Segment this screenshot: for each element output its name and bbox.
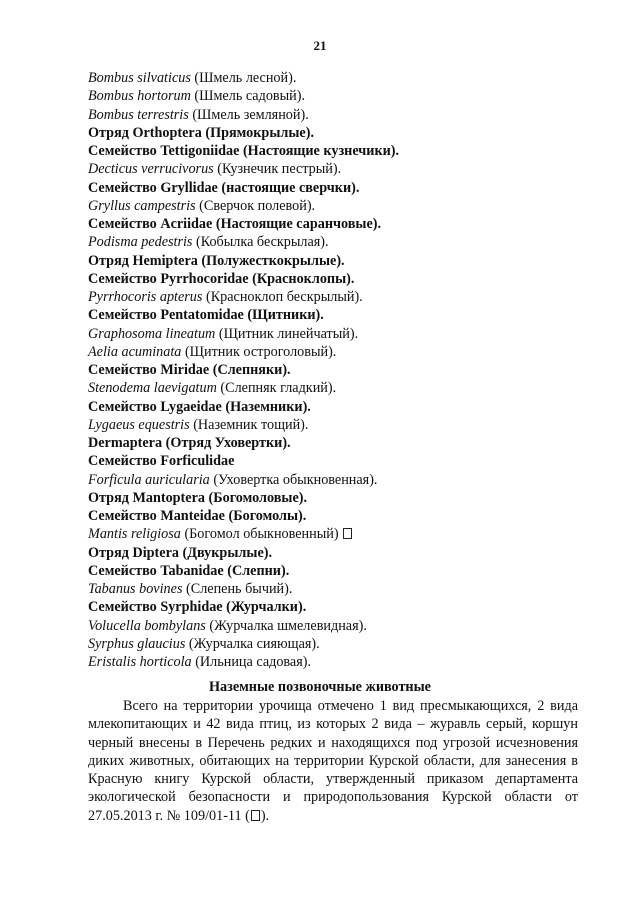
line-text: Семейство Acriidae (Настоящие саранчовые). (88, 216, 382, 232)
species-line (88, 233, 588, 251)
latin-name: Volucella bombylans (88, 617, 206, 634)
line-text: (Кузнечик пестрый). (213, 161, 342, 178)
line-text: (Кобылка бескрылая). (192, 234, 329, 251)
latin-name: Mantis religiosa (88, 526, 181, 543)
line-text: Отряд Diptera (Двукрылые). (88, 544, 273, 561)
latin-name: Lygaeus equestris (88, 416, 190, 433)
line-text: Отряд Orthoptera (Прямокрылые). (88, 124, 315, 141)
paragraph-text-end: ). (260, 807, 270, 824)
species-line (88, 617, 588, 635)
latin-name: Tabanus bovines (88, 581, 183, 597)
checkbox-symbol-icon (251, 810, 260, 821)
species-line (88, 69, 588, 87)
species-line (88, 288, 588, 306)
species-line (88, 197, 588, 215)
line-text: (Сверчок полевой). (195, 197, 316, 214)
taxon-heading-line (88, 252, 588, 270)
taxon-heading-line (88, 598, 588, 616)
paragraph-text: Всего на территории урочища отмечено 1 вид пресмыкающихся, 2 вида млекопитающих и 42 вида птиц, из которых 2 вида – журавль серый, коршун черный внесены в Перечень редких и находящихся под угрозой исчезновения диких животных, обитающих на территории Курской области, для занесения в Красную книгу Курской области, утвержденный приказом департамента экологической безопасности и природопользования Курской области от 27.05.2013 г. № 109/01-11 ( (88, 698, 578, 824)
line-text: (Щитник остроголовый). (181, 343, 337, 360)
species-line (88, 106, 588, 124)
latin-name: Forficula auricularia (88, 471, 210, 488)
species-line (88, 635, 588, 653)
line-text: Отряд Hemiptera (Полужесткокрылые). (88, 252, 345, 269)
latin-name: Bombus terrestris (88, 106, 189, 123)
line-text: (Щитник линейчатый). (215, 325, 359, 342)
latin-name: Pyrrhocoris apterus (88, 289, 203, 305)
section-heading: Наземные позвоночные животные (209, 679, 431, 695)
latin-name: Bombus silvaticus (88, 70, 191, 86)
species-line (88, 471, 588, 489)
species-line (88, 580, 588, 598)
line-text: Семейство Pyrrhocoridae (Красноклопы). (88, 270, 355, 287)
latin-name: Syrphus glaucius (88, 635, 186, 652)
latin-name: Gryllus campestris (88, 197, 196, 214)
species-line (88, 87, 588, 105)
taxon-heading-line (88, 361, 588, 379)
line-text: (Красноклоп бескрылый). (202, 289, 363, 305)
taxon-heading-line (88, 452, 588, 470)
latin-name: Stenodema laevigatum (88, 380, 217, 397)
line-text: Семейство Syrphidae (Журчалки). (88, 599, 307, 616)
species-line (88, 343, 588, 361)
line-text: (Шмель садовый). (190, 88, 306, 105)
taxon-heading-line (88, 124, 588, 142)
line-text: (Наземник тощий). (189, 416, 309, 433)
line-text: (Слепень бычий). (182, 581, 293, 597)
line-text: Семейство Miridae (Слепняки). (88, 362, 291, 378)
line-text: Семейство Tabanidae (Слепни). (88, 562, 290, 579)
species-line (88, 325, 588, 343)
species-line (88, 160, 588, 178)
line-text: (Журчалка сияющая). (185, 635, 320, 652)
page-number: 21 (313, 38, 327, 53)
taxon-heading-line (88, 398, 588, 416)
taxon-heading-line (88, 489, 588, 507)
line-text: (Журчалка шмелевидная). (205, 617, 367, 634)
line-text: (Уховертка обыкновенная). (209, 471, 378, 488)
checkbox-symbol-icon (343, 528, 352, 539)
species-line (88, 653, 588, 671)
line-text: Семейство Gryllidae (настоящие сверчки). (88, 179, 360, 196)
section-paragraph (88, 697, 578, 825)
taxon-heading-line (88, 562, 588, 580)
taxon-heading-line (88, 270, 588, 288)
taxon-heading-line (88, 434, 588, 452)
latin-name: Graphosoma lineatum (88, 325, 216, 342)
taxon-heading-line (88, 215, 588, 233)
line-text: (Ильница садовая). (191, 654, 312, 670)
latin-name: Podisma pedestris (88, 234, 193, 251)
line-text: (Шмель лесной). (190, 70, 297, 86)
latin-name: Bombus hortorum (88, 88, 191, 105)
latin-name: Aelia acuminata (88, 343, 182, 360)
line-text: (Шмель земляной). (188, 106, 309, 123)
species-line (88, 416, 588, 434)
line-text: Семейство Manteidae (Богомолы). (88, 508, 307, 524)
species-line (88, 379, 588, 397)
taxon-heading-line (88, 306, 588, 324)
line-text: (Слепняк гладкий). (216, 380, 337, 397)
taxon-heading-line (88, 507, 588, 525)
taxon-heading-line (88, 544, 588, 562)
line-text: Семейство Pentatomidae (Щитники). (88, 307, 324, 324)
taxon-heading-line (88, 142, 588, 160)
line-text: Семейство Forficulidae (88, 453, 235, 470)
species-line (88, 525, 588, 543)
line-text: (Богомол обыкновенный) (180, 526, 339, 543)
species-list (88, 69, 588, 671)
latin-name: Decticus verrucivorus (88, 161, 214, 178)
line-text: Семейство Tettigoniidae (Настоящие кузнечики). (88, 143, 400, 159)
line-text: Семейство Lygaeidae (Наземники). (88, 398, 311, 415)
line-text: Dermaptera (Отряд Уховертки). (88, 435, 291, 451)
taxon-heading-line (88, 179, 588, 197)
latin-name: Eristalis horticola (88, 654, 192, 670)
line-text: Отряд Mantoptera (Богомоловые). (88, 489, 308, 506)
